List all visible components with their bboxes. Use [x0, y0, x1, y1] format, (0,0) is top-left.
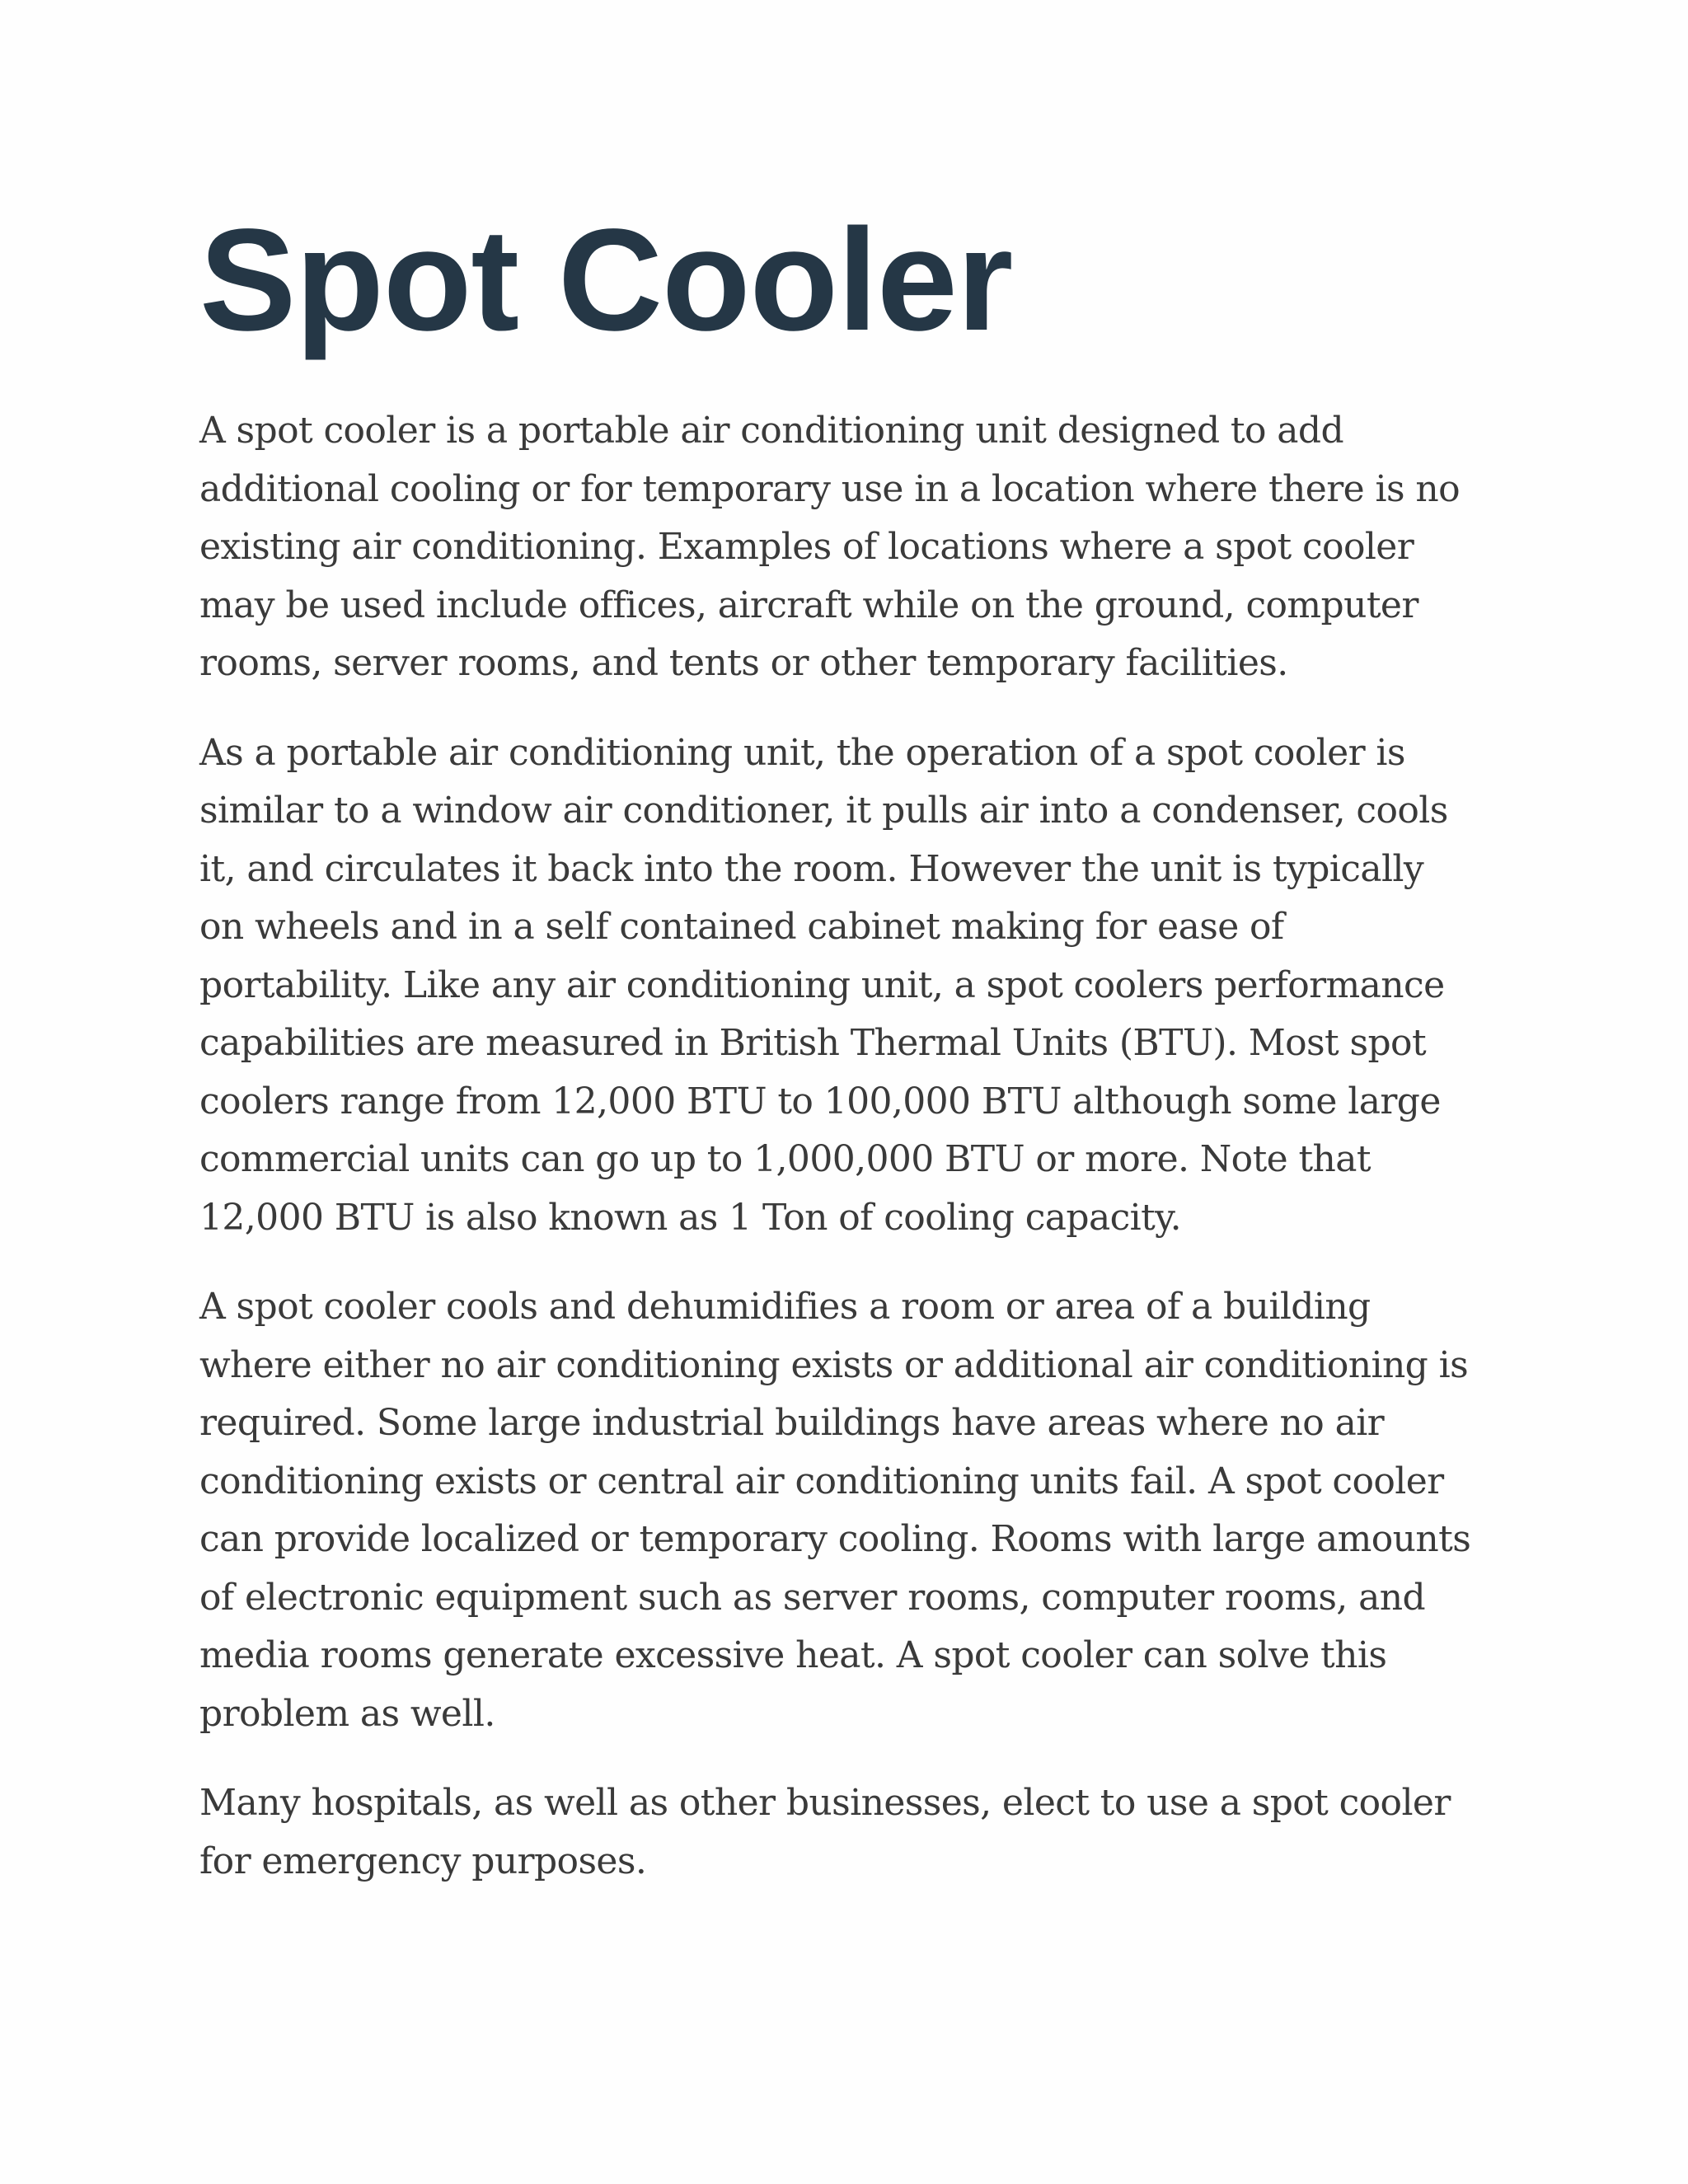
text-line: As a portable air conditioning unit, the operation of a spot cooler is [199, 731, 1405, 774]
text-line: coolers range from 12,000 BTU to 100,000 BTU although some large [199, 1080, 1441, 1122]
text-line: existing air conditioning. Examples of locations where a spot cooler [199, 526, 1414, 568]
text-line: commercial units can go up to 1,000,000 BTU or more. Note that [199, 1138, 1372, 1180]
text-line: may be used include offices, aircraft while on the ground, computer [199, 583, 1418, 626]
text-line: for emergency purposes. [199, 1840, 647, 1882]
document-content [199, 199, 1502, 1922]
text-line: of electronic equipment such as server rooms, computer rooms, and [199, 1576, 1426, 1619]
text-line: problem as well. [199, 1692, 495, 1735]
document-body [199, 402, 1502, 1891]
text-line: conditioning exists or central air conditioning units fail. A spot cooler [199, 1460, 1444, 1502]
text-line: on wheels and in a self contained cabinet making for ease of [199, 906, 1284, 948]
paragraph-2 [199, 724, 1502, 1248]
text-line: similar to a window air conditioner, it pulls air into a condenser, cools [199, 790, 1448, 832]
text-line: portability. Like any air conditioning unit, a spot coolers performance [199, 963, 1445, 1006]
text-line: Many hospitals, as well as other businesses, elect to use a spot cooler [199, 1782, 1451, 1824]
text-line: capabilities are measured in British Thermal Units (BTU). Most spot [199, 1022, 1427, 1064]
text-line: A spot cooler cools and dehumidifies a room or area of a building [199, 1286, 1371, 1328]
paragraph-3 [199, 1278, 1502, 1743]
text-line: 12,000 BTU is also known as 1 Ton of cooling capacity. [199, 1196, 1181, 1239]
page-title: Spot Cooler [199, 199, 1013, 361]
text-line: where either no air conditioning exists or additional air conditioning is [199, 1343, 1469, 1386]
text-line: A spot cooler is a portable air conditioning unit designed to add [199, 410, 1344, 452]
text-line: additional cooling or for temporary use in a location where there is no [199, 467, 1460, 510]
text-line: required. Some large industrial buildings have areas where no air [199, 1402, 1385, 1444]
text-line: media rooms generate excessive heat. A spot cooler can solve this [199, 1634, 1387, 1676]
text-line: rooms, server rooms, and tents or other temporary facilities. [199, 642, 1288, 684]
paragraph-1 [199, 402, 1502, 693]
text-line: it, and circulates it back into the room. However the unit is typically [199, 847, 1424, 890]
text-line: can provide localized or temporary cooling. Rooms with large amounts [199, 1518, 1471, 1560]
paragraph-4 [199, 1774, 1502, 1891]
